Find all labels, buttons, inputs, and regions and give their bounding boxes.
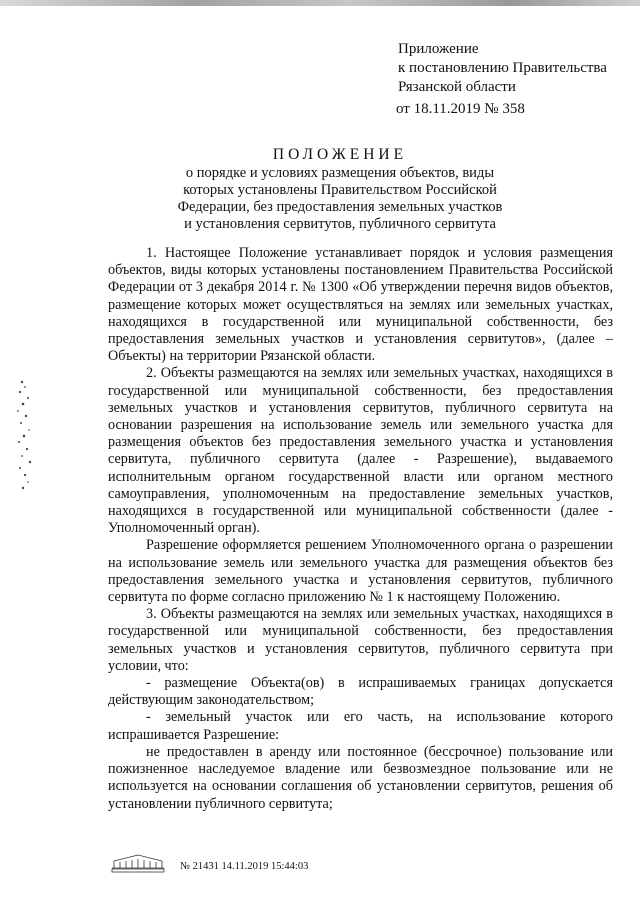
paragraph-3: 3. Объекты размещаются на землях или земельных участках, находящихся в государственной или муниципальной собственности, без предоставления земельных участков и установления сервитутов, публичного сервитута при условии, что: bbox=[108, 606, 613, 674]
annex-line-3: Рязанской области bbox=[398, 79, 516, 95]
binding-hole-marks bbox=[10, 378, 40, 498]
paragraph-1: 1. Настоящее Положение устанавливает порядок и условия размещения объектов, виды которых установлены постановлением Правительства Российской Федерации от 3 декабря 2014 г. № 1300 «Об утверждении перечня видов объектов, размещение которых может осуществляться на землях или земельных участках, находящихся в государственной или муниципальной собственности, без предоставления земельных участков и установления сервитутов», (далее – Объекты) на территории Рязанской области. bbox=[108, 245, 613, 365]
subtitle-line: которых установлены Правительством Российской bbox=[183, 182, 497, 198]
annex-header bbox=[398, 40, 607, 119]
subtitle-line: и установления сервитутов, публичного сервитута bbox=[184, 216, 496, 232]
paragraph-condition-2: - земельный участок или его часть, на использование которого испрашивается Разрешение: bbox=[108, 709, 613, 743]
subtitle-line: о порядке и условиях размещения объектов, виды bbox=[185, 165, 495, 181]
paragraph-condition-2a: не предоставлен в аренду или постоянное (бессрочное) пользование или пожизненное наследуемое владение или безвозмездное пользование или не используется на основании соглашения об установлении сервитутов, решения об установлении публичного сервитута; bbox=[108, 743, 613, 812]
paragraph-condition-1: - размещение Объекта(ов) в испрашиваемых границах допускается действующим законодательством; bbox=[108, 675, 613, 709]
paragraph-2: 2. Объекты размещаются на землях или земельных участках, находящихся в государственной или муниципальной собственности, без предоставления земельных участков и установления сервитутов, публичного сервитута на основании разрешения на использование земель или земельного участка для размещения объектов без предоставления земельного участка и установления сервитута, публичного сервитута (далее - Разрешение), выдаваемого исполнительным органом государственной власти или органом местного самоуправления, уполномоченным на предоставление земельных участков, находящихся в государственной или муниципальной собственности (далее - Уполномоченный орган). bbox=[108, 365, 613, 537]
document-subtitle bbox=[150, 165, 530, 233]
subtitle-line: Федерации, без предоставления земельных участков bbox=[177, 199, 503, 215]
registration-mark: № 21431 14.11.2019 15:44:03 bbox=[180, 861, 309, 872]
annex-date: от 18.11.2019 № 358 bbox=[396, 101, 525, 117]
annex-line-2: к постановлению Правительства bbox=[398, 60, 607, 76]
paragraph-permission: Разрешение оформляется решением Уполномоченного органа о разрешении на использование земель или земельного участка для размещения объектов без предоставления земельного участка и установления сервитутов, публичного сервитута по форме согласно приложению № 1 к настоящему Положению. bbox=[108, 537, 613, 606]
scan-top-edge bbox=[0, 0, 640, 6]
document-title: ПОЛОЖЕНИЕ bbox=[272, 146, 408, 163]
document-body bbox=[108, 245, 613, 813]
annex-line-1: Приложение bbox=[398, 41, 479, 57]
registry-stamp-icon bbox=[108, 852, 168, 874]
